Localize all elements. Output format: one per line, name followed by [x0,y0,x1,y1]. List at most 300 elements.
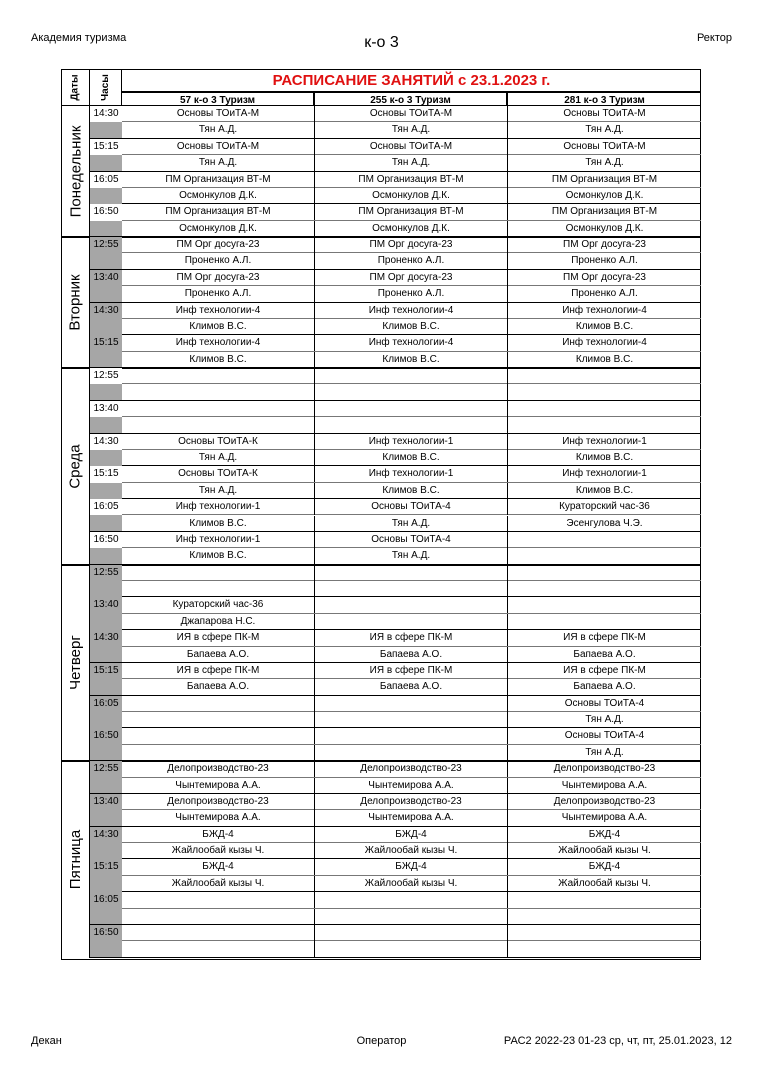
subject-cell: ИЯ в сфере ПК-М [315,663,508,679]
teacher-cell [315,417,508,433]
teacher-row [122,679,701,695]
time-slot [90,892,122,925]
subject-row [122,499,701,515]
teacher-cell: Проненко А.Л. [122,253,315,269]
day-label: Понедельник [62,106,90,237]
time-filler [90,745,122,761]
time-filler [90,483,122,499]
time-label: 14:30 [90,106,122,122]
teacher-cell [315,614,508,630]
teacher-cell: Жайлообай кызы Ч. [558,877,651,889]
subject-cell [315,401,508,417]
subject-row [122,106,701,122]
subject-cell: Инф технологии-4 [315,303,508,319]
teacher-cell: Осмонкулов Д.К. [315,221,508,237]
teacher-cell: Эсенгулова Ч.Э. [566,517,643,529]
teacher-cell [122,941,315,957]
time-filler [90,384,122,400]
teacher-row [122,155,701,171]
teacher-cell [122,712,315,728]
teacher-row [122,614,701,630]
time-label: 15:15 [90,466,122,482]
teacher-row [122,941,701,957]
schedule-code: к-о 3 [364,34,399,51]
teacher-cell [122,745,315,761]
time-slot [90,696,122,729]
teacher-cell [508,614,701,630]
teacher-cell: Тян А.Д. [315,122,508,138]
subject-cell: Делопроизводство-23 [553,795,656,807]
dates-column-header: Даты [62,70,90,106]
teacher-cell: Тян А.Д. [585,124,624,136]
time-slot [90,335,122,368]
time-label: 13:40 [90,270,122,286]
time-label: 15:15 [90,335,122,351]
time-filler [90,319,122,335]
teacher-cell [508,581,701,597]
time-label: 13:40 [90,794,122,810]
teacher-cell: Тян А.Д. [585,746,624,758]
subject-cell: Инф технологии-4 [122,335,315,351]
teacher-cell: Осмонкулов Д.К. [565,189,644,201]
subject-cell: Инф технологии-4 [562,304,647,316]
subject-row [122,303,701,319]
time-label: 15:15 [90,663,122,679]
subject-cell: БЖД-4 [122,859,315,875]
subject-row [122,630,701,646]
dean-label: Декан [31,1035,62,1047]
teacher-cell [508,941,701,957]
teacher-row [122,122,701,138]
teacher-row [122,843,701,859]
subject-row [122,204,701,220]
group-header: 281 к-о 3 Туризм [508,91,701,106]
teacher-cell: Климов В.С. [122,516,315,532]
time-filler [90,286,122,302]
teacher-cell: Климов В.С. [315,352,508,368]
time-filler [90,417,122,433]
teacher-row [122,286,701,302]
subject-cell: Основы ТОиТА-4 [315,532,508,548]
time-filler [90,581,122,597]
time-label: 12:55 [90,565,122,581]
teacher-cell: Осмонкулов Д.К. [315,188,508,204]
teacher-cell [315,712,508,728]
teacher-row [122,253,701,269]
teacher-cell: Климов В.С. [575,484,634,496]
time-filler [90,876,122,892]
subject-cell: БЖД-4 [588,861,621,873]
subject-cell [315,892,508,908]
time-slot [90,532,122,565]
subject-cell: Кураторский час-36 [559,501,650,513]
subject-cell: ПМ Организация ВТ-М [122,204,315,220]
subject-cell [315,597,508,613]
time-filler [90,450,122,466]
time-label: 15:15 [90,139,122,155]
teacher-cell: Тян А.Д. [122,450,315,466]
subject-cell: Основы ТОиТА-4 [564,697,645,709]
subject-cell: Кураторский час-36 [122,597,315,613]
subject-row [122,434,701,450]
time-slot [90,139,122,172]
time-label: 13:40 [90,597,122,613]
teacher-cell [508,384,701,400]
subject-cell: Основы ТОиТА-М [122,139,315,155]
subject-cell: БЖД-4 [315,827,508,843]
subject-cell: Делопроизводство-23 [122,794,315,810]
teacher-cell: Чынтемирова А.А. [315,810,508,826]
subject-cell [508,925,701,941]
subject-row [122,335,701,351]
subject-row [122,237,701,253]
time-label: 15:15 [90,859,122,875]
teacher-row [122,417,701,433]
group-header: 57 к-о 3 Туризм [122,91,315,106]
time-slot [90,303,122,336]
teacher-cell: Чынтемирова А.А. [122,810,315,826]
subject-cell: Инф технологии-1 [315,434,508,450]
teacher-cell: Жайлообай кызы Ч. [315,843,508,859]
teacher-cell [508,417,701,433]
subject-cell: Инф технологии-1 [315,466,508,482]
subject-cell: ИЯ в сфере ПК-М [563,664,646,676]
teacher-cell: Осмонкулов Д.К. [122,188,315,204]
subject-cell: ПМ Орг досуга-23 [122,237,315,253]
teacher-cell: Жайлообай кызы Ч. [122,843,315,859]
time-filler [90,909,122,925]
subject-cell: ПМ Организация ВТ-М [315,172,508,188]
teacher-cell: Проненко А.Л. [315,286,508,302]
time-filler [90,843,122,859]
subject-cell: ПМ Орг досуга-23 [563,271,646,283]
subject-cell: ПМ Организация ВТ-М [551,206,658,218]
subject-cell [315,925,508,941]
subject-row [122,827,701,843]
teacher-row [122,810,701,826]
subject-cell [508,892,701,908]
teacher-row [122,450,701,466]
document-info: РАС2 2022-23 01-23 ср, чт, пт, 25.01.2023, 12 [503,1035,732,1047]
teacher-cell [315,909,508,925]
teacher-row [122,745,701,761]
time-filler [90,647,122,663]
subject-cell [315,728,508,744]
time-label: 14:30 [90,303,122,319]
teacher-cell: Осмонкулов Д.К. [122,221,315,237]
teacher-cell: Тян А.Д. [315,516,508,532]
subject-cell: ПМ Организация ВТ-М [122,172,315,188]
teacher-row [122,581,701,597]
time-slot [90,434,122,467]
time-label: 16:05 [90,696,122,712]
subject-row [122,466,701,482]
subject-cell: Основы ТОиТА-М [315,106,508,122]
teacher-cell [508,548,701,564]
teacher-row [122,712,701,728]
time-slot [90,466,122,499]
subject-cell [122,368,315,384]
time-label: 12:55 [90,237,122,253]
institution-name: Академия туризма [31,32,127,44]
teacher-row [122,483,701,499]
time-filler [90,810,122,826]
subject-cell: Инф технологии-1 [562,468,647,480]
time-label: 14:30 [90,630,122,646]
subject-cell: Основы ТОиТА-М [563,108,646,119]
teacher-cell: Чынтемирова А.А. [561,779,648,791]
teacher-cell: Проненко А.Л. [571,255,638,267]
teacher-cell: Бапаева А.О. [573,681,636,693]
subject-cell [122,728,315,744]
subject-cell: БЖД-4 [315,859,508,875]
teacher-cell: Проненко А.Л. [571,288,638,300]
teacher-cell: Тян А.Д. [315,155,508,171]
time-filler [90,941,122,957]
subject-cell: ИЯ в сфере ПК-М [315,630,508,646]
subject-cell [508,368,701,384]
teacher-cell: Жайлообай кызы Ч. [558,845,651,857]
teacher-cell: Тян А.Д. [585,714,624,726]
teacher-cell: Тян А.Д. [585,157,624,169]
time-slot [90,565,122,598]
time-slot [90,925,122,958]
subject-cell: Основы ТОиТА-М [122,106,315,122]
subject-cell: Основы ТОиТА-К [122,466,315,482]
time-filler [90,122,122,138]
subject-row [122,565,701,581]
rector-label: Ректор [696,32,732,44]
subject-cell [508,565,701,581]
time-slot [90,401,122,434]
teacher-cell: Жайлообай кызы Ч. [122,876,315,892]
hours-column-header: Часы [90,70,122,106]
schedule-table [61,69,701,960]
time-label: 13:40 [90,401,122,417]
subject-cell: Делопроизводство-23 [315,794,508,810]
teacher-cell: Климов В.С. [315,450,508,466]
time-label: 12:55 [90,368,122,384]
teacher-cell: Бапаева А.О. [122,647,315,663]
subject-cell: ПМ Орг досуга-23 [315,270,508,286]
subject-row [122,270,701,286]
teacher-cell: Климов В.С. [315,483,508,499]
subject-cell [122,892,315,908]
subject-cell [315,565,508,581]
time-filler [90,188,122,204]
time-label: 14:30 [90,827,122,843]
time-slot [90,368,122,401]
subject-row [122,892,701,908]
teacher-cell: Проненко А.Л. [122,286,315,302]
subject-cell [122,401,315,417]
teacher-cell: Бапаева А.О. [315,679,508,695]
teacher-cell [122,581,315,597]
subject-row [122,401,701,417]
teacher-cell: Жайлообай кызы Ч. [315,876,508,892]
teacher-cell: Бапаева А.О. [315,647,508,663]
subject-row [122,532,701,548]
time-slot [90,597,122,630]
teacher-cell [315,384,508,400]
teacher-row [122,221,701,237]
time-slot [90,172,122,205]
subject-cell: Инф технологии-1 [562,435,647,447]
teacher-cell [122,417,315,433]
subject-cell [122,925,315,941]
day-label: Пятница [62,761,90,958]
schedule-title: РАСПИСАНИЕ ЗАНЯТИЙ с 23.1.2023 г. [272,72,551,89]
time-filler [90,712,122,728]
subject-cell: ПМ Орг досуга-23 [122,270,315,286]
subject-row [122,761,701,777]
teacher-cell: Климов В.С. [575,320,634,332]
teacher-cell: Чынтемирова А.А. [561,812,648,824]
teacher-cell [315,941,508,957]
subject-cell: Основы ТОиТА-К [122,434,315,450]
time-slot [90,663,122,696]
subject-cell: Основы ТОиТА-М [315,139,508,155]
time-filler [90,155,122,171]
subject-cell [508,532,701,548]
teacher-cell: Климов В.С. [122,319,315,335]
teacher-cell: Бапаева А.О. [122,679,315,695]
time-slot [90,859,122,892]
teacher-cell: Тян А.Д. [122,483,315,499]
subject-cell: ИЯ в сфере ПК-М [122,630,315,646]
time-label: 16:50 [90,532,122,548]
teacher-cell: Чынтемирова А.А. [122,778,315,794]
time-filler [90,614,122,630]
subject-cell [508,597,701,613]
teacher-row [122,778,701,794]
subject-row [122,859,701,875]
teacher-cell: Проненко А.Л. [315,253,508,269]
time-label: 16:50 [90,204,122,220]
day-label: Вторник [62,237,90,368]
time-label: 16:05 [90,892,122,908]
time-filler [90,548,122,564]
teacher-cell: Тян А.Д. [122,122,315,138]
teacher-cell: Климов В.С. [122,548,315,564]
subject-cell [122,696,315,712]
time-filler [90,679,122,695]
operator-label: Оператор [356,1035,407,1047]
subject-cell: ИЯ в сфере ПК-М [563,632,646,644]
subject-cell: ПМ Орг досуга-23 [563,239,646,251]
day-label: Четверг [62,565,90,762]
subject-cell: Делопроизводство-23 [553,763,656,775]
time-slot [90,794,122,827]
subject-cell: Основы ТОиТА-М [563,140,646,152]
time-slot [90,761,122,794]
time-label: 16:50 [90,728,122,744]
teacher-row [122,319,701,335]
subject-cell: БЖД-4 [588,828,621,840]
teacher-cell [315,581,508,597]
subject-cell: Инф технологии-4 [562,337,647,349]
teacher-cell [122,384,315,400]
teacher-row [122,352,701,368]
subject-cell: ПМ Организация ВТ-М [551,173,658,185]
group-header: 255 к-о 3 Туризм [315,91,508,106]
time-slot [90,106,122,139]
time-label: 16:05 [90,172,122,188]
time-slot [90,728,122,761]
subject-cell: Инф технологии-4 [315,335,508,351]
subject-cell: Инф технологии-1 [122,499,315,515]
teacher-row [122,876,701,892]
subject-cell [122,565,315,581]
teacher-cell: Джапарова Н.С. [122,614,315,630]
time-label: 12:55 [90,761,122,777]
day-label: Среда [62,368,90,565]
subject-cell: Основы ТОиТА-4 [564,730,645,742]
subject-cell: ИЯ в сфере ПК-М [122,663,315,679]
subject-row [122,368,701,384]
time-slot [90,630,122,663]
subject-cell: ПМ Организация ВТ-М [315,204,508,220]
subject-row [122,925,701,941]
teacher-row [122,516,701,532]
teacher-cell [315,745,508,761]
teacher-cell: Климов В.С. [575,353,634,365]
subject-row [122,728,701,744]
teacher-cell: Чынтемирова А.А. [315,778,508,794]
subject-cell: Инф технологии-4 [122,303,315,319]
teacher-cell: Бапаева А.О. [573,648,636,660]
subject-cell: ПМ Орг досуга-23 [315,237,508,253]
subject-row [122,172,701,188]
teacher-row [122,647,701,663]
teacher-cell [122,909,315,925]
teacher-row [122,188,701,204]
subject-cell: Основы ТОиТА-4 [315,499,508,515]
time-filler [90,778,122,794]
time-slot [90,270,122,303]
teacher-cell: Тян А.Д. [315,548,508,564]
time-filler [90,352,122,368]
teacher-row [122,384,701,400]
time-slot [90,827,122,860]
teacher-row [122,909,701,925]
subject-row [122,663,701,679]
subject-row [122,696,701,712]
subject-cell: Делопроизводство-23 [315,761,508,777]
teacher-cell: Осмонкулов Д.К. [565,222,644,234]
subject-cell: Делопроизводство-23 [122,761,315,777]
time-filler [90,221,122,237]
subject-row [122,597,701,613]
time-slot [90,499,122,532]
time-slot [90,237,122,270]
subject-row [122,794,701,810]
time-filler [90,253,122,269]
teacher-cell: Климов В.С. [315,319,508,335]
subject-cell: Инф технологии-1 [122,532,315,548]
time-filler [90,515,122,531]
teacher-cell: Тян А.Д. [122,155,315,171]
teacher-cell: Климов В.С. [575,451,634,463]
subject-cell: БЖД-4 [122,827,315,843]
time-slot [90,204,122,237]
subject-cell [315,696,508,712]
time-label: 14:30 [90,434,122,450]
teacher-cell [508,909,701,925]
time-label: 16:05 [90,499,122,515]
subject-row [122,139,701,155]
subject-cell [508,401,701,417]
